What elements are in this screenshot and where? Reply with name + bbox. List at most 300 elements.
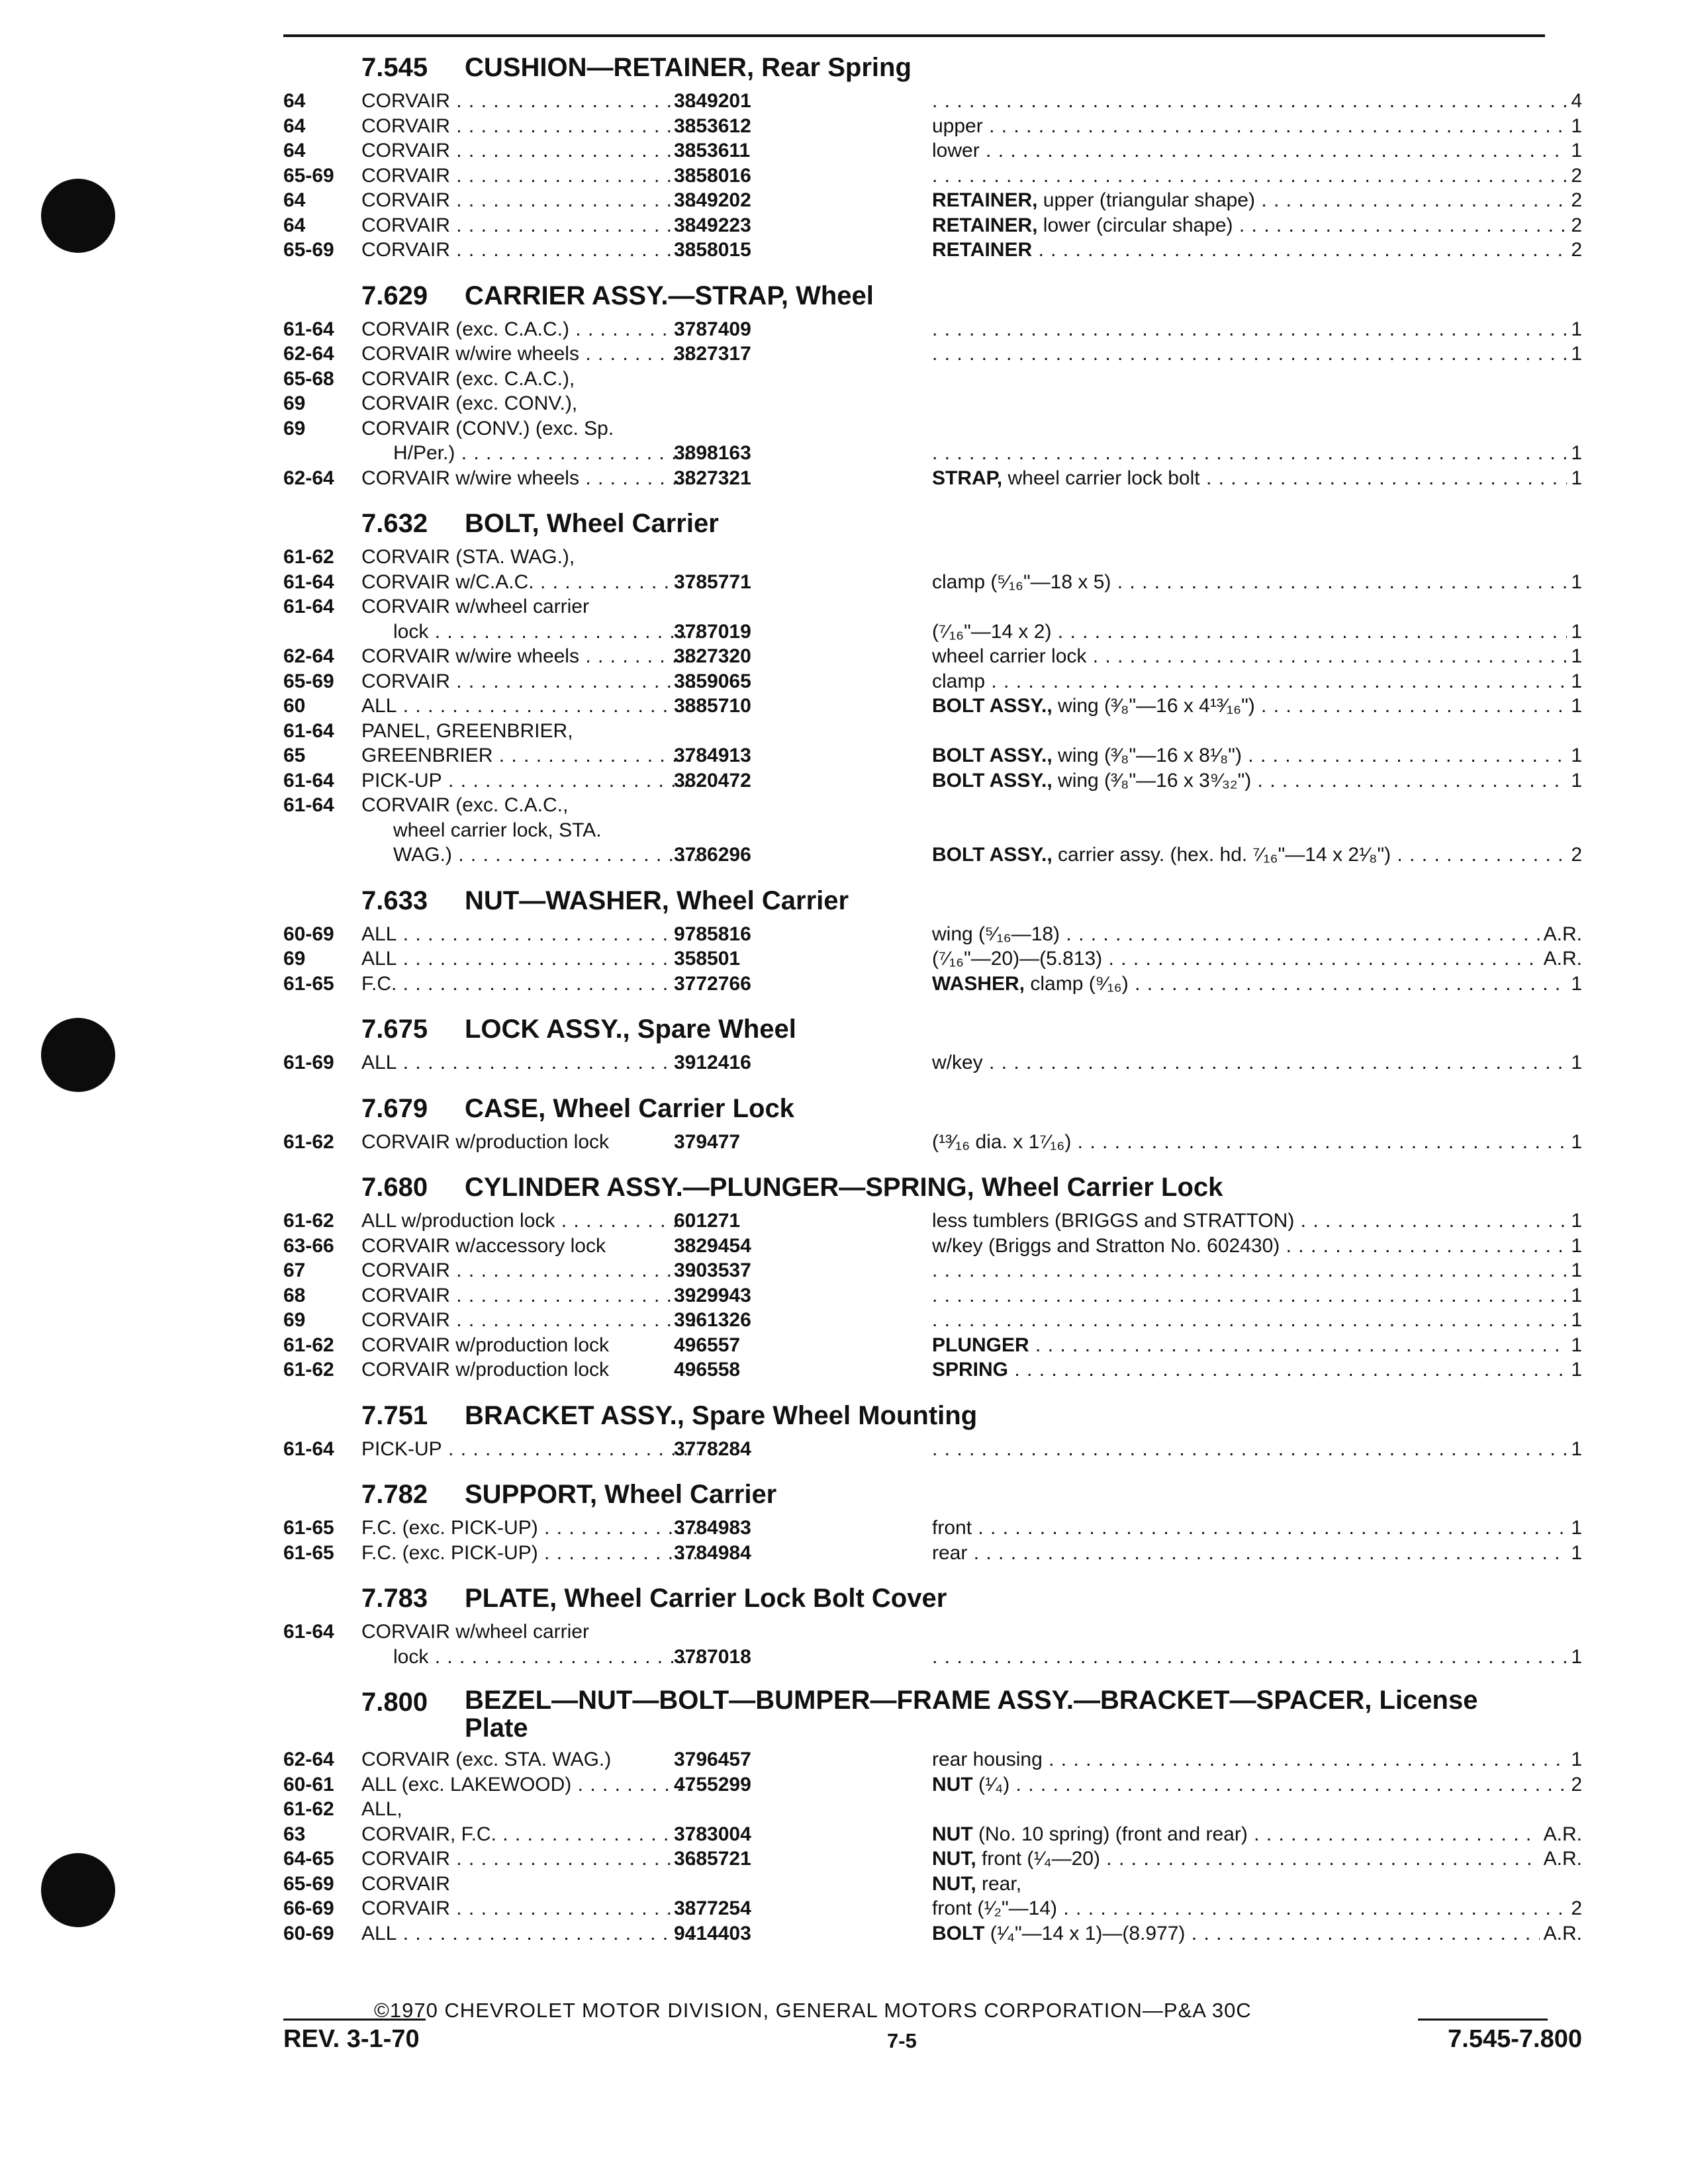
part-number: 496558 [674,1359,741,1381]
quantity: 1 [1567,114,1582,139]
section-number: 7.633 [361,886,428,915]
model-year: 61-62 [283,546,334,568]
description-text: wheel carrier lock bolt [1002,467,1200,489]
model-year: 62-64 [283,645,334,667]
parts-row [283,1645,1582,1670]
section-title: CARRIER ASSY.—STRAP, Wheel [465,281,874,310]
description-keyword: NUT [932,1823,973,1845]
parts-row [283,1308,1582,1333]
section-number: 7.545 [361,53,428,82]
part-description [932,1747,1571,1772]
description-text: (⁷⁄₁₆"—14 x 2) [932,620,1052,643]
vehicle-model: GREENBRIER . . . [361,743,698,768]
vehicle-model: CORVAIR . . . [361,669,698,694]
description-text: wing (⁵⁄₁₆—18) [932,923,1060,945]
part-number: 3787019 [674,620,751,643]
part-number: 3787018 [674,1645,751,1668]
binder-hole-middle [41,1018,115,1092]
parts-row [283,1747,1582,1772]
parts-row [283,1234,1582,1259]
model-year: 69 [283,1309,306,1331]
revision-date: REV. 3-1-70 [283,2025,420,2053]
model-year: 69 [283,392,306,414]
parts-catalog-content [283,52,1582,1963]
quantity: 1 [1567,1258,1582,1283]
parts-row [283,1921,1582,1946]
quantity: 1 [1567,1541,1582,1566]
quantity: 1 [1567,644,1582,669]
section-number: 7.679 [361,1093,428,1123]
part-number: 3784913 [674,745,751,766]
quantity: 1 [1567,1516,1582,1541]
part-number: 3796457 [674,1749,751,1770]
model-year: 61-64 [283,318,334,340]
vehicle-model: CORVAIR w/accessory lock [361,1234,606,1257]
part-number: 4755299 [674,1773,751,1796]
model-year: 67 [283,1259,306,1281]
quantity: 1 [1567,1747,1582,1772]
part-description [932,1283,1571,1308]
model-year: 64 [283,114,306,137]
parts-row [283,570,1582,595]
description-keyword: NUT [932,1773,973,1796]
vehicle-model: F.C. (exc. PICK-UP) . . . [361,1541,698,1566]
part-description [932,1208,1571,1234]
quantity: 1 [1567,669,1582,694]
page-number: 7-5 [887,2029,917,2052]
quantity: 1 [1567,138,1582,163]
vehicle-model: CORVAIR w/wire wheels . . . [361,341,698,367]
model-year: 65-69 [283,1872,334,1895]
part-number: 3827320 [674,645,751,667]
vehicle-model: PICK-UP . . . [361,1437,698,1462]
part-description [932,89,1571,114]
description-text: wing (³⁄₈"—16 x 4¹³⁄₁₆") [1052,695,1255,717]
vehicle-model: ALL w/production lock . . . [361,1208,698,1234]
part-description [932,669,1571,694]
section-title: CYLINDER ASSY.—PLUNGER—SPRING, Wheel Carrier Lock [465,1173,1223,1202]
quantity: 1 [1567,1208,1582,1234]
model-year: 61-64 [283,769,334,792]
section-title: CUSHION—RETAINER, Rear Spring [465,53,912,82]
section-heading [283,1479,1582,1510]
model-year: 60 [283,695,306,717]
footer-rule-right [1418,2019,1548,2021]
quantity: 2 [1567,188,1582,213]
part-number: 3827321 [674,467,751,489]
model-year: 62-64 [283,343,334,365]
model-year: 60-61 [283,1773,334,1796]
catalog-section [283,1686,1582,1946]
section-title: BOLT, Wheel Carrier [465,509,719,538]
part-description [932,213,1571,238]
section-heading [283,1093,1582,1124]
vehicle-model: H/Per.) . . . [393,441,698,466]
part-number: 3858015 [674,239,751,261]
description-keyword: BOLT ASSY., [932,769,1053,792]
section-number: 7.751 [361,1400,428,1430]
model-year: 65-68 [283,367,334,390]
description-keyword: RETAINER, [932,189,1038,211]
section-heading [283,1400,1582,1432]
quantity: 2 [1567,842,1582,868]
parts-row [283,391,1582,416]
description-keyword: BOLT ASSY., [932,745,1053,766]
description-text: rear, [976,1872,1022,1895]
parts-row [283,1437,1582,1462]
section-title: NUT—WASHER, Wheel Carrier [465,886,849,915]
part-description [932,1822,1571,1847]
description-text: front (¹⁄₂"—14) [932,1897,1058,1919]
parts-row [283,818,1582,843]
vehicle-model: CORVAIR . . . [361,163,698,189]
quantity: 1 [1567,317,1582,342]
part-description [932,922,1571,947]
description-keyword: BOLT ASSY., [932,695,1053,717]
quantity: A.R. [1540,922,1582,947]
description-text: (¹⁄₄"—14 x 1)—(8.977) [984,1922,1186,1944]
parts-row [283,1333,1582,1358]
description-text: clamp (⁹⁄₁₆) [1025,972,1129,995]
quantity: 1 [1567,466,1582,491]
quantity: 1 [1567,619,1582,645]
model-year: 62-64 [283,1749,334,1770]
parts-row [283,1541,1582,1566]
part-number: 3685721 [674,1848,751,1870]
part-description [932,317,1571,342]
description-keyword: BOLT [932,1922,985,1944]
description-keyword: WASHER, [932,972,1025,995]
part-number: 3784984 [674,1541,751,1564]
quantity: 1 [1567,1308,1582,1333]
vehicle-model: CORVAIR (CONV.) (exc. Sp. [361,417,614,439]
section-number: 7.783 [361,1584,428,1613]
part-number: 3787409 [674,318,751,340]
part-description [932,1050,1571,1075]
parts-row [283,466,1582,491]
section-title: BRACKET ASSY., Spare Wheel Mounting [465,1400,978,1430]
part-number: 3859065 [674,670,751,692]
model-year: 65-69 [283,670,334,692]
part-number: 601271 [674,1210,741,1232]
description-text: rear housing [932,1749,1043,1770]
vehicle-model: lock . . . [393,619,698,645]
description-keyword: SPRING [932,1359,1009,1381]
model-year: 61-64 [283,794,334,816]
model-year: 64 [283,140,306,161]
description-text: (¹³⁄₁₆ dia. x 1⁷⁄₁₆) [932,1130,1072,1153]
part-number: 3912416 [674,1052,751,1073]
vehicle-model: ALL, [361,1798,402,1820]
parts-row [283,138,1582,163]
parts-row [283,644,1582,669]
vehicle-model: ALL (exc. LAKEWOOD) . . . [361,1772,698,1797]
description-text: front (¹⁄₄—20) [976,1848,1100,1870]
section-heading [283,885,1582,917]
model-year: 62-64 [283,467,334,489]
parts-row [283,1130,1582,1155]
part-description [932,466,1571,491]
part-number: 3783004 [674,1823,751,1845]
vehicle-model: CORVAIR w/wheel carrier [361,1621,589,1643]
part-number: 3786296 [674,844,751,866]
quantity: 1 [1567,1130,1582,1155]
vehicle-model: CORVAIR (exc. C.A.C., [361,794,569,816]
quantity: 1 [1567,570,1582,595]
vehicle-model: PICK-UP . . . [361,768,698,794]
catalog-section [283,1400,1582,1462]
part-number: 3858016 [674,164,751,187]
model-year: 60-69 [283,1922,334,1944]
quantity: 1 [1567,441,1582,466]
part-description [932,1921,1571,1946]
part-description [932,138,1571,163]
vehicle-model: CORVAIR w/production lock [361,1359,610,1381]
part-number: 3820472 [674,769,751,792]
model-year: 64-65 [283,1848,334,1870]
part-description [932,768,1571,794]
quantity: 1 [1567,1050,1582,1075]
part-number: 3853612 [674,114,751,137]
model-year: 61-62 [283,1210,334,1232]
description-text: wheel carrier lock [932,645,1087,667]
section-heading [283,508,1582,539]
model-year: 61-65 [283,1517,334,1539]
binder-hole-top [41,179,115,253]
section-heading [283,52,1582,83]
section-heading [283,1171,1582,1203]
section-title: LOCK ASSY., Spare Wheel [465,1015,796,1044]
part-description [932,842,1571,868]
vehicle-model: CORVAIR (exc. C.A.C.) . . . [361,317,698,342]
parts-row [283,946,1582,972]
section-title: CASE, Wheel Carrier Lock [465,1093,794,1123]
model-year: 60-69 [283,923,334,945]
quantity: 1 [1567,1333,1582,1358]
vehicle-model: ALL . . . [361,694,698,719]
catalog-section [283,1013,1582,1075]
vehicle-model: CORVAIR w/wire wheels . . . [361,644,698,669]
part-number: 3853611 [674,140,751,161]
model-year: 61-69 [283,1052,334,1073]
quantity: 1 [1567,694,1582,719]
section-number: 7.629 [361,281,428,310]
parts-row [283,594,1582,619]
model-year: 61-64 [283,719,334,742]
part-number: 358501 [674,948,741,970]
part-description [932,694,1571,719]
description-keyword: BOLT ASSY., [932,844,1053,866]
catalog-section [283,1171,1582,1383]
vehicle-model: CORVAIR w/wheel carrier [361,596,589,617]
description-text: lower (circular shape) [1037,214,1233,236]
parts-row [283,238,1582,263]
vehicle-model: CORVAIR . . . [361,89,698,114]
part-number: 379477 [674,1130,741,1153]
vehicle-model: ALL . . . [361,922,698,947]
vehicle-model: CORVAIR . . . [361,213,698,238]
parts-row [283,669,1582,694]
quantity: 4 [1567,89,1582,114]
model-year: 61-65 [283,972,334,995]
vehicle-model: CORVAIR . . . [361,188,698,213]
parts-row [283,367,1582,392]
part-description [932,1357,1571,1383]
model-year: 61-62 [283,1359,334,1381]
model-year: 64 [283,214,306,236]
quantity: 1 [1567,341,1582,367]
quantity: A.R. [1540,946,1582,972]
section-title: PLATE, Wheel Carrier Lock Bolt Cover [465,1584,947,1613]
parts-row [283,768,1582,794]
part-description [932,163,1571,189]
model-year: 63 [283,1823,306,1845]
part-number: 3898163 [674,442,751,464]
vehicle-model: CORVAIR w/production lock [361,1334,610,1356]
vehicle-model: CORVAIR . . . [361,1896,698,1921]
parts-row [283,619,1582,645]
parts-row [283,1772,1582,1797]
part-number: 3785771 [674,570,751,593]
parts-row [283,842,1582,868]
quantity: 1 [1567,1283,1582,1308]
description-text: (No. 10 spring) (front and rear) [972,1823,1248,1845]
description-keyword: NUT, [932,1848,976,1870]
vehicle-model: ALL . . . [361,1050,698,1075]
parts-row [283,1872,1582,1897]
part-description [932,341,1571,367]
catalog-section [283,885,1582,997]
part-description [932,1130,1571,1155]
vehicle-model: CORVAIR (exc. STA. WAG.) [361,1749,612,1770]
parts-row [283,163,1582,189]
vehicle-model: CORVAIR (exc. C.A.C.), [361,367,575,390]
part-number: 496557 [674,1334,741,1356]
parts-row [283,1797,1582,1822]
description-text: carrier assy. (hex. hd. ⁷⁄₁₆"—14 x 2¹⁄₈") [1052,844,1391,866]
binder-hole-bottom [41,1853,115,1927]
part-description [932,972,1571,997]
part-number: 3885710 [674,695,751,717]
catalog-section [283,1479,1582,1565]
vehicle-model: CORVAIR . . . [361,114,698,139]
description-text: upper (triangular shape) [1037,189,1255,211]
catalog-section [283,52,1582,263]
part-description [932,1846,1571,1872]
parts-row [283,1619,1582,1645]
description-text: w/key [932,1052,983,1073]
part-description [932,1234,1571,1259]
parts-row [283,1258,1582,1283]
section-number: 7.800 [361,1688,428,1717]
part-number: 3772766 [674,972,751,995]
model-year: 63-66 [283,1234,334,1257]
vehicle-model: ALL . . . [361,946,698,972]
model-year: 61-64 [283,596,334,617]
description-text: (¹⁄₄) [972,1773,1010,1796]
description-text: upper [932,114,983,137]
part-description [932,1772,1571,1797]
quantity: 1 [1567,1437,1582,1462]
part-description [932,1333,1571,1358]
quantity: 2 [1567,163,1582,189]
part-description [932,619,1571,645]
section-heading [283,280,1582,312]
description-text: clamp (⁵⁄₁₆"—18 x 5) [932,570,1111,593]
quantity: 2 [1567,213,1582,238]
description-keyword: NUT, [932,1872,976,1895]
part-description [932,1516,1571,1541]
section-heading [283,1582,1582,1614]
part-number: 3784983 [674,1517,751,1539]
parts-row [283,89,1582,114]
vehicle-model: CORVAIR . . . [361,238,698,263]
part-description [932,1258,1571,1283]
description-text: wing (³⁄₈"—16 x 8¹⁄₈") [1052,745,1242,766]
parts-row [283,922,1582,947]
model-year: 61-62 [283,1334,334,1356]
parts-row [283,719,1582,744]
vehicle-model: PANEL, GREENBRIER, [361,719,573,742]
section-number: 7.675 [361,1015,428,1044]
vehicle-model: CORVAIR w/C.A.C. . . . [361,570,698,595]
vehicle-model: F.C. (exc. PICK-UP) . . . [361,1516,698,1541]
vehicle-model: wheel carrier lock, STA. [393,819,602,841]
parts-row [283,545,1582,570]
parts-row [283,416,1582,441]
part-number: 3903537 [674,1259,751,1281]
model-year: 64 [283,90,306,112]
vehicle-model: CORVAIR . . . [361,1846,698,1872]
quantity: 2 [1567,1772,1582,1797]
parts-row [283,1516,1582,1541]
vehicle-model: CORVAIR (exc. CONV.), [361,392,578,414]
parts-row [283,188,1582,213]
model-year: 61-62 [283,1130,334,1153]
part-number: 3849223 [674,214,751,236]
part-number: 3778284 [674,1437,751,1460]
part-description [932,238,1571,263]
model-year: 69 [283,417,306,439]
model-year: 65-69 [283,164,334,187]
vehicle-model: CORVAIR (STA. WAG.), [361,546,575,568]
quantity: A.R. [1540,1921,1582,1946]
quantity: 2 [1567,238,1582,263]
vehicle-model: CORVAIR . . . [361,1283,698,1308]
vehicle-model: F.C. . . . [361,972,698,997]
parts-row [283,1283,1582,1308]
model-year: 61-65 [283,1541,334,1564]
section-number: 7.632 [361,509,428,538]
description-keyword: STRAP, [932,467,1003,489]
model-year: 69 [283,948,306,970]
parts-row [283,1896,1582,1921]
catalog-section [283,508,1582,868]
part-description [932,946,1571,972]
quantity: 2 [1567,1896,1582,1921]
model-year: 65-69 [283,239,334,261]
part-description [932,114,1571,139]
model-year: 61-64 [283,1621,334,1643]
parts-row [283,972,1582,997]
vehicle-model: lock . . . [393,1645,698,1670]
quantity: 1 [1567,972,1582,997]
quantity: A.R. [1540,1822,1582,1847]
part-number: 3961326 [674,1309,751,1331]
vehicle-model: ALL . . . [361,1921,698,1946]
part-description [932,1645,1571,1670]
description-text: w/key (Briggs and Stratton No. 602430) [932,1234,1280,1257]
